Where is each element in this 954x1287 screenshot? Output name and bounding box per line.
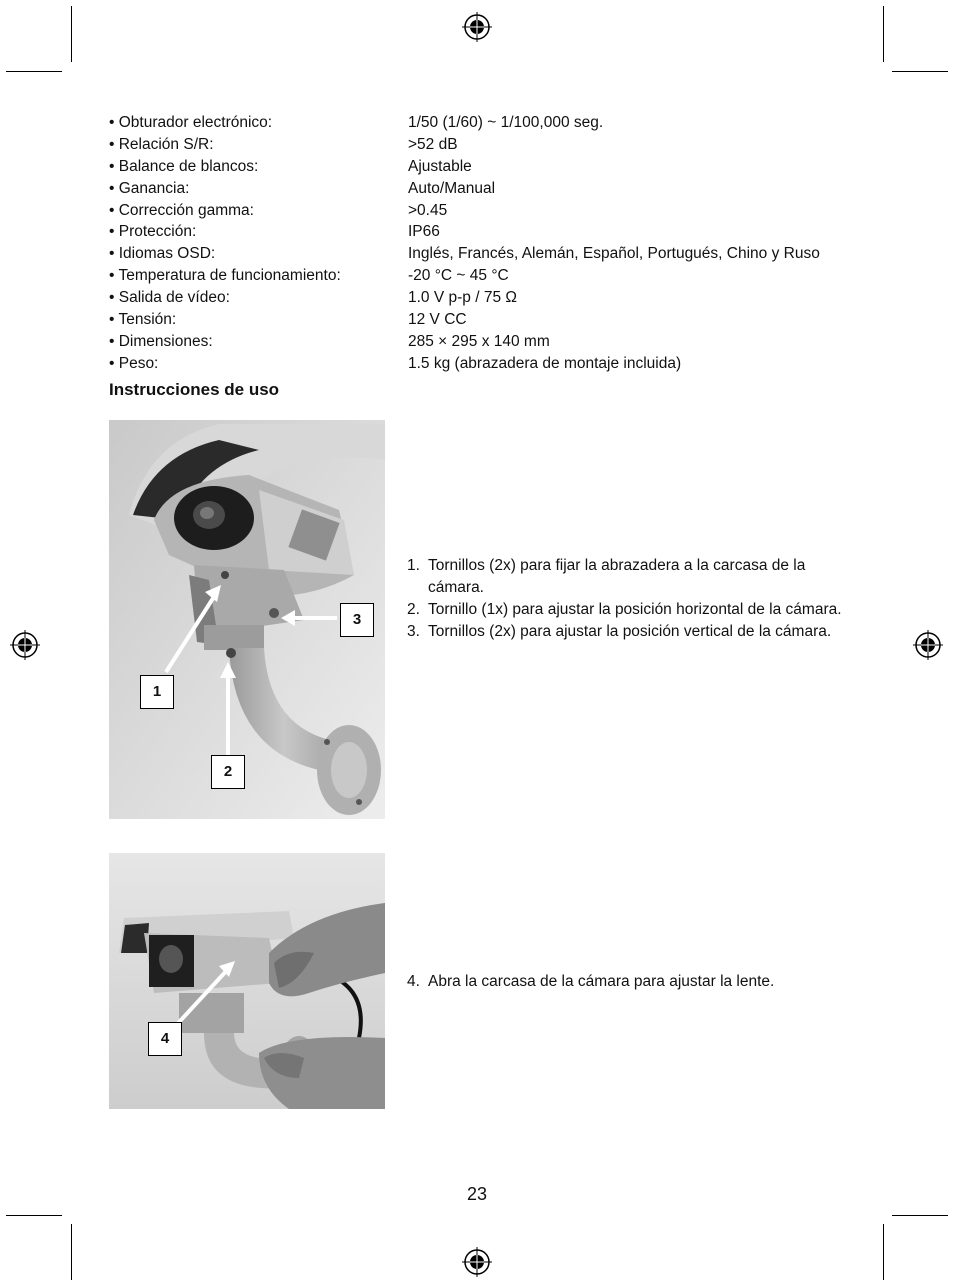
spec-row (109, 178, 869, 200)
spec-row (109, 287, 869, 309)
spec-row (109, 353, 869, 375)
spec-label: • Relación S/R: (109, 135, 214, 153)
instruction-steps (407, 971, 847, 993)
open-housing-photo (109, 853, 385, 1109)
spec-value: 1.0 V p-p / 75 Ω (408, 289, 517, 307)
spec-label: • Peso: (109, 354, 159, 372)
step-text: Tornillos (2x) para fijar la abrazadera a la carcasa de la cámara. (428, 557, 806, 596)
spec-row (109, 331, 869, 353)
crop-mark (6, 1215, 62, 1216)
page-number: 23 (466, 1184, 488, 1204)
instruction-step (407, 555, 847, 599)
registration-mark-icon (462, 12, 492, 42)
spec-value: >52 dB (408, 135, 458, 153)
spec-value: IP66 (408, 223, 440, 241)
spec-value: 1/50 (1/60) ~ 1/100,000 seg. (408, 114, 604, 131)
step-number: 4. (407, 973, 420, 990)
spec-label: • Balance de blancos: (109, 157, 259, 175)
spec-row (109, 221, 869, 243)
spec-row (109, 112, 869, 134)
spec-label: • Dimensiones: (109, 332, 213, 350)
crop-mark (71, 6, 72, 62)
spec-value: -20 °C ~ 45 °C (408, 267, 509, 285)
spec-value: 1.5 kg (abrazadera de montaje incluida) (408, 354, 682, 372)
step-number: 1. (407, 557, 420, 574)
callout-label: 1 (140, 675, 174, 709)
step-number: 3. (407, 622, 420, 640)
spec-label: • Ganancia: (109, 179, 190, 197)
spec-value: Ajustable (408, 157, 472, 175)
step-text: Tornillo (1x) para ajustar la posición horizontal de la cámara. (428, 600, 842, 618)
instruction-step (407, 599, 847, 621)
registration-mark-icon (10, 630, 40, 660)
callout-label: 3 (340, 603, 374, 637)
spec-value: Auto/Manual (408, 179, 496, 197)
instruction-steps (407, 555, 847, 643)
section-heading: Instrucciones de uso (109, 380, 280, 399)
spec-row (109, 134, 869, 156)
spec-row (109, 200, 869, 222)
spec-row (109, 156, 869, 178)
crop-mark (883, 1224, 884, 1280)
callout-label: 4 (148, 1022, 182, 1056)
instruction-step (407, 621, 847, 643)
spec-value: >0.45 (408, 201, 448, 219)
registration-mark-icon (913, 630, 943, 660)
crop-mark (892, 71, 948, 72)
spec-row (109, 243, 869, 265)
crop-mark (883, 6, 884, 62)
specifications-list (109, 112, 869, 375)
spec-label: • Protección: (109, 223, 197, 241)
step-text: Tornillos (2x) para ajustar la posición vertical de la cámara. (428, 622, 832, 640)
step-number: 2. (407, 600, 420, 618)
spec-label: • Corrección gamma: (109, 201, 254, 219)
spec-row (109, 309, 869, 331)
registration-mark-icon (462, 1247, 492, 1277)
step-text: Abra la carcasa de la cámara para ajustar la lente. (428, 973, 775, 990)
spec-value: 12 V CC (408, 311, 467, 329)
crop-mark (892, 1215, 948, 1216)
spec-label: • Temperatura de funcionamiento: (109, 267, 341, 285)
spec-value: Inglés, Francés, Alemán, Español, Portugués, Chino y Ruso (408, 245, 820, 263)
spec-label: • Tensión: (109, 311, 177, 329)
instruction-step (407, 971, 847, 993)
crop-mark (71, 1224, 72, 1280)
spec-label: • Salida de vídeo: (109, 289, 230, 307)
crop-mark (6, 71, 62, 72)
callout-label: 2 (211, 755, 245, 789)
spec-label: • Idiomas OSD: (109, 245, 216, 263)
spec-label: • Obturador electrónico: (109, 114, 273, 131)
spec-value: 285 × 295 x 140 mm (408, 332, 550, 350)
spec-row (109, 265, 869, 287)
